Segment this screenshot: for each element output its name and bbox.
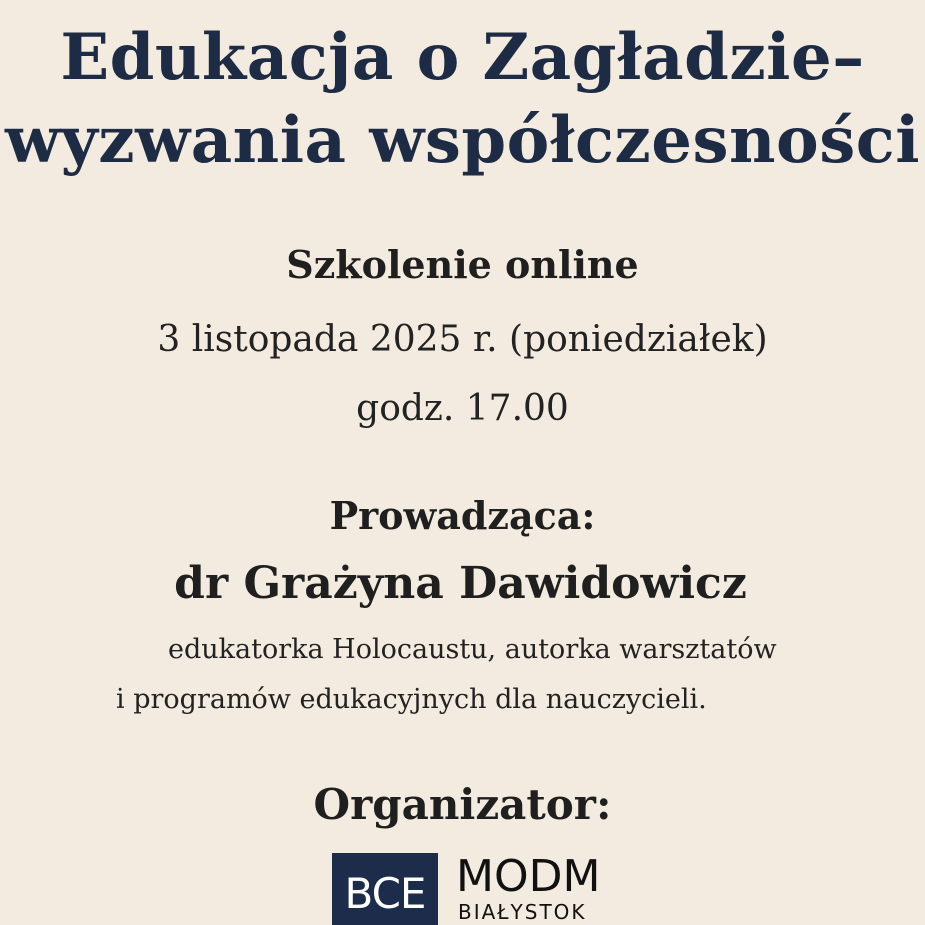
organizer-logo-box — [332, 853, 438, 925]
host-bio-line-1: edukatorka Holocaustu, autorka warsztatów — [168, 634, 777, 665]
event-time: godz. 17.00 — [356, 388, 569, 429]
title-line-1: Edukacja o Zagładzie– — [60, 20, 865, 95]
host-name: dr Grażyna Dawidowicz — [174, 558, 747, 609]
organizer-logo-city: BIAŁYSTOK — [458, 900, 587, 924]
organizer-logo-name: MODM — [456, 851, 601, 902]
title-line-2: wyzwania współczesności — [4, 103, 921, 178]
host-label: Prowadząca: — [329, 493, 596, 538]
event-date: 3 listopada 2025 r. (poniedziałek) — [157, 319, 768, 360]
logo-box-text: BCE — [344, 869, 426, 918]
host-bio-line-2: i programów edukacyjnych dla nauczycieli. — [116, 684, 707, 715]
organizer-label: Organizator: — [313, 780, 612, 829]
event-type: Szkolenie online — [286, 242, 639, 287]
